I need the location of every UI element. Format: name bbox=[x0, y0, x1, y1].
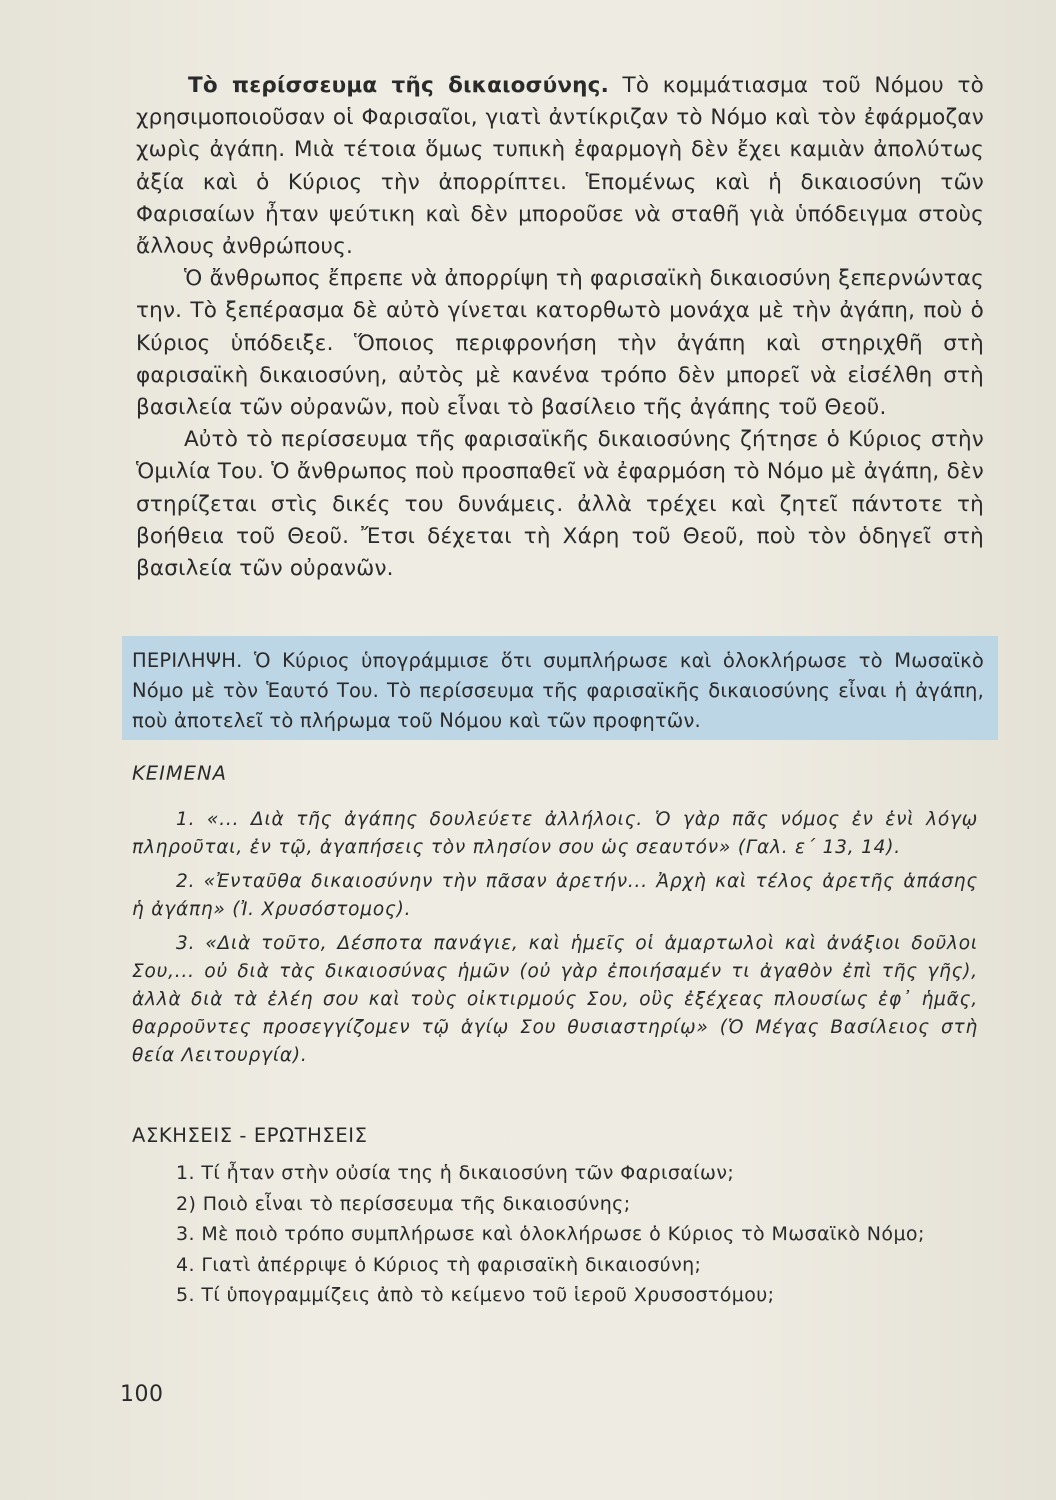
texts-heading: ΚΕΙΜΕΝΑ bbox=[132, 762, 227, 785]
section-lead-title: Τὸ περίσσευμα τῆς δικαιοσύνης. bbox=[188, 73, 609, 98]
exercises-list bbox=[132, 1158, 978, 1311]
exercise-item: 2) Ποιὸ εἶναι τὸ περίσσευμα τῆς δικαιοσύνης; bbox=[176, 1192, 631, 1215]
text-item: 1. «... Διὰ τῆς ἀγάπης δουλεύετε ἀλλήλοις. Ὁ γὰρ πᾶς νόμος ἐν ἑνὶ λόγῳ πληροῦται, ἐν τῷ, ἀγαπήσεις τὸν πλησίον σου ὡς σεαυτόν» (Γαλ. ε΄ 13, 14). bbox=[132, 809, 978, 858]
exercise-item: 3. Μὲ ποιὸ τρόπο συμπλήρωσε καὶ ὁλοκλήρωσε ὁ Κύριος τὸ Μωσαϊκὸ Νόμο; bbox=[176, 1223, 925, 1245]
paragraph-1 bbox=[136, 70, 984, 263]
text-item: 3. «Διὰ τοῦτο, Δέσποτα πανάγιε, καὶ ἡμεῖς οἱ ἁμαρτωλοὶ καὶ ἀνάξιοι δοῦλοι Σου,... οὐ διὰ τὰς δικαιοσύνας ἡμῶν (οὐ γὰρ ἐποιήσαμέν τι ἀγαθὸν ἐπὶ τῆς γῆς), ἀλλὰ διὰ τὰ ἐλέη σου καὶ τοὺς οἰκτιρμούς Σου, οὓς ἐξέχεας πλουσίως ἐφ᾽ ἡμᾶς, θαρροῦντες προσεγγίζομεν τῷ ἁγίῳ Σου θυσιαστηρίῳ» (Ὁ Μέγας Βασίλειος στὴ θεία Λειτουργία). bbox=[132, 933, 978, 1066]
summary-text: ΠΕΡΙΛΗΨΗ. Ὁ Κύριος ὑπογράμμισε ὅτι συμπλήρωσε καὶ ὁλοκλήρωσε τὸ Μωσαϊκὸ Νόμο μὲ τὸν Ἑαυτό Του. Τὸ περίσσευμα τῆς φαρισαϊκῆς δικαιοσύνης εἶναι ἡ ἀγάπη, ποὺ ἀποτελεῖ τὸ πλήρωμα τοῦ Νόμου καὶ τῶν προφητῶν. bbox=[132, 649, 984, 732]
paragraph-3: Αὐτὸ τὸ περίσσευμα τῆς φαρισαϊκῆς δικαιοσύνης ζήτησε ὁ Κύριος στὴν Ὁμιλία Του. Ὁ ἄνθρωπος ποὺ προσπαθεῖ νὰ ἐφαρμόση τὸ Νόμο μὲ ἀγάπη, δὲν στηρίζεται στὶς δικές του δυνάμεις. ἀλλὰ τρέχει καὶ ζητεῖ πάντοτε τὴ βοήθεια τοῦ Θεοῦ. Ἔτσι δέχεται τὴ Χάρη τοῦ Θεοῦ, ποὺ τὸν ὁδηγεῖ στὴ βασιλεία τῶν οὐρανῶν. bbox=[136, 427, 984, 582]
exercises-heading: ΑΣΚΗΣΕΙΣ - ΕΡΩΤΗΣΕΙΣ bbox=[132, 1124, 368, 1147]
paragraph-1-text: Τὸ κομμάτιασμα τοῦ Νόμου τὸ χρησιμοποιοῦσαν οἱ Φαρισαῖοι, γιατὶ ἀντίκριζαν τὸ Νόμο καὶ τὸν ἐφάρμοζαν χωρὶς ἀγάπη. Μιὰ τέτοια ὅμως τυπικὴ ἐφαρμογὴ δὲν ἔχει καμιὰν ἀπολύτως ἀξία καὶ ὁ Κύριος τὴν ἀπορρίπτει. Ἑπομένως καὶ ἡ δικαιοσύνη τῶν Φαρισαίων ἦταν ψεύτικη καὶ δὲν μποροῦσε νὰ σταθῆ γιὰ ὑπόδειγμα στοὺς ἄλλους ἀνθρώπους. bbox=[136, 73, 984, 260]
exercise-item: 4. Γιατὶ ἀπέρριψε ὁ Κύριος τὴ φαρισαϊκὴ δικαιοσύνη; bbox=[176, 1253, 702, 1276]
exercise-item: 5. Τί ὑπογραμμίζεις ἀπὸ τὸ κείμενο τοῦ ἱεροῦ Χρυσοστόμου; bbox=[176, 1284, 775, 1306]
paragraph-2: Ὁ ἄνθρωπος ἔπρεπε νὰ ἀπορρίψη τὴ φαρισαϊκὴ δικαιοσύνη ξεπερνώντας την. Τὸ ξεπέρασμα δὲ αὐτὸ γίνεται κατορθωτὸ μονάχα μὲ τὴν ἀγάπη, ποὺ ὁ Κύριος ὑπόδειξε. Ὅποιος περιφρονήση τὴν ἀγάπη καὶ στηριχθῆ στὴ φαρισαϊκὴ δικαιοσύνη, αὐτὸς μὲ κανένα τρόπο δὲν μπορεῖ νὰ εἰσέλθη στὴ βασιλεία τῶν οὐρανῶν, ποὺ εἶναι τὸ βασίλειο τῆς ἀγάπης τοῦ Θεοῦ. bbox=[136, 266, 984, 421]
main-section bbox=[136, 70, 984, 585]
texts-list bbox=[132, 806, 978, 1076]
page-number: 100 bbox=[120, 1382, 164, 1407]
text-item: 2. «Ἐνταῦθα δικαιοσύνην τὴν πᾶσαν ἀρετήν... Ἀρχὴ καὶ τέλος ἀρετῆς ἁπάσης ἡ ἀγάπη» (Ἰ. Χρυσόστομος). bbox=[132, 871, 978, 920]
exercise-item: 1. Τί ἦταν στὴν οὐσία της ἡ δικαιοσύνη τῶν Φαρισαίων; bbox=[176, 1162, 735, 1184]
